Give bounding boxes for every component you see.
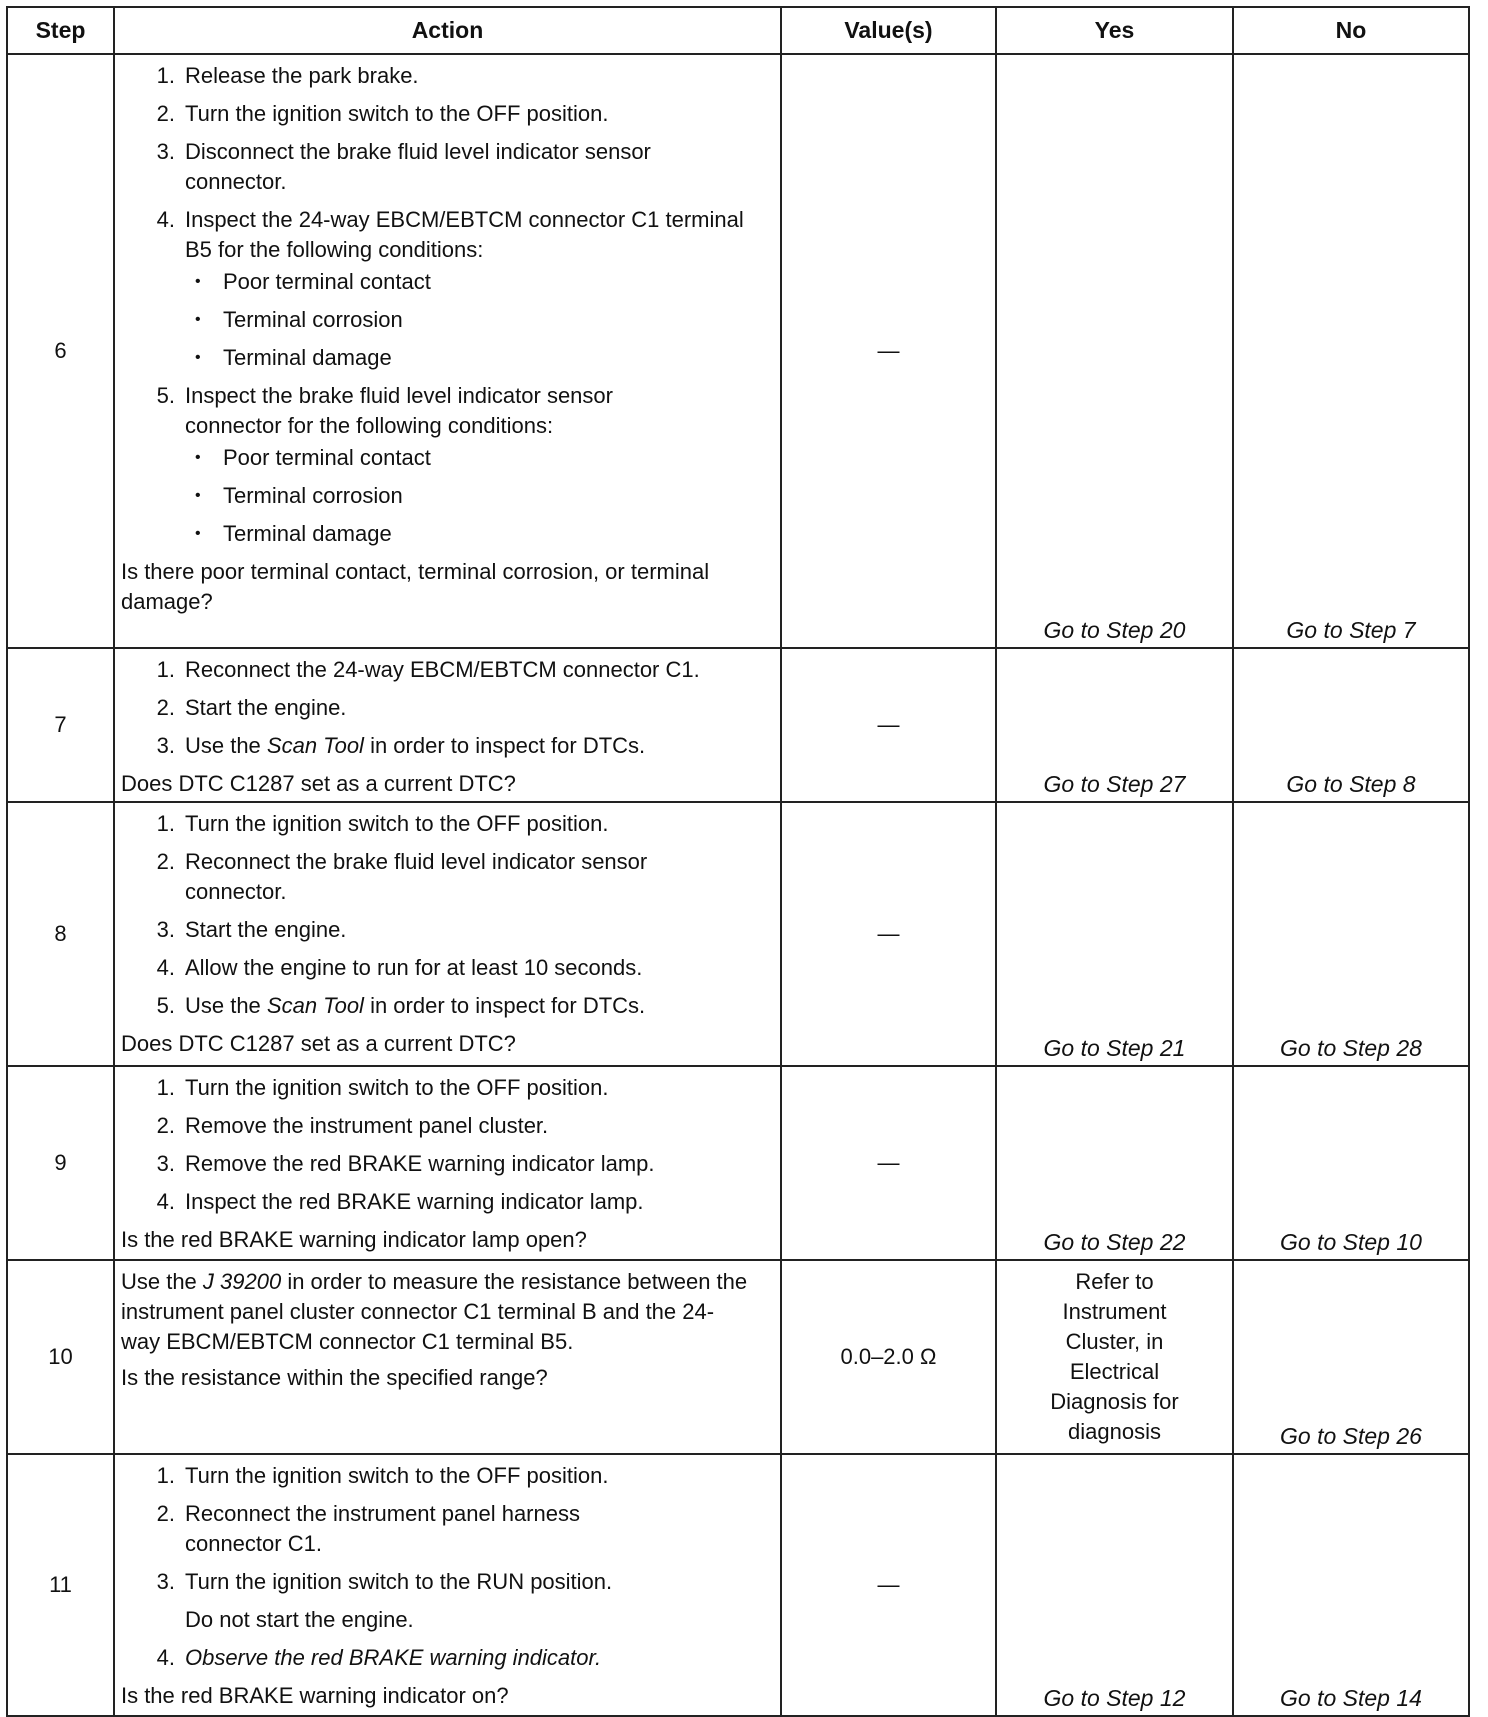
action-question: Is the red BRAKE warning indicator lamp open? — [120, 1227, 587, 1252]
no-cell — [1233, 54, 1469, 648]
value-cell: — — [781, 1454, 996, 1716]
no-goto-link[interactable]: Go to Step 26 — [1280, 1423, 1422, 1449]
action-item: 2. Remove the instrument panel cluster. — [156, 1113, 549, 1138]
action-item: 2. Reconnect the instrument panel harness connector C1. — [156, 1501, 580, 1556]
no-cell — [1233, 802, 1469, 1066]
no-goto-link[interactable]: Go to Step 28 — [1280, 1035, 1422, 1061]
condition-bullet: • Terminal corrosion — [219, 305, 754, 335]
action-item: 3. Remove the red BRAKE warning indicator lamp. — [156, 1151, 655, 1176]
action-paragraph: Use the J 39200 in order to measure the resistance between the instrument panel cluster connector C1 terminal B and the 24-way EBCM/EBTCM connector C1 terminal B5. — [120, 1269, 748, 1354]
yes-cell — [996, 1454, 1233, 1716]
step-number: 7 — [7, 648, 114, 802]
action-item: 3. Use the Scan Tool in order to inspect for DTCs. — [156, 733, 646, 758]
action-question: Is there poor terminal contact, terminal corrosion, or terminal damage? — [120, 559, 710, 614]
action-item: 1. Turn the ignition switch to the OFF position. — [156, 811, 609, 836]
action-item: 2. Start the engine. — [156, 695, 347, 720]
header-step: Step — [7, 7, 114, 54]
action-cell — [114, 1066, 781, 1260]
table-row-step-6 — [7, 54, 1469, 648]
action-item: 3. Turn the ignition switch to the RUN position. Do not start the engine. — [156, 1569, 613, 1632]
header-no: No — [1233, 7, 1469, 54]
table-row-step-7 — [7, 648, 1469, 802]
action-question: Is the resistance within the specified range? — [120, 1365, 548, 1390]
action-item: 4. Inspect the red BRAKE warning indicator lamp. — [156, 1189, 644, 1214]
action-item: 1. Turn the ignition switch to the OFF position. — [156, 1463, 609, 1488]
action-item: 1. Reconnect the 24-way EBCM/EBTCM connector C1. — [156, 657, 700, 682]
action-item: 4. Inspect the 24-way EBCM/EBTCM connector C1 terminal B5 for the following conditions: • Poor terminal contact • Terminal corrosion • Terminal damage — [179, 205, 774, 373]
diagnostic-table — [6, 6, 1470, 1717]
step-number: 9 — [7, 1066, 114, 1260]
no-goto-link[interactable]: Go to Step 7 — [1286, 617, 1416, 643]
action-item: 4. Allow the engine to run for at least 10 seconds. — [156, 955, 643, 980]
condition-bullet: • Terminal damage — [219, 343, 754, 373]
action-item: 1. Turn the ignition switch to the OFF position. — [156, 1075, 609, 1100]
condition-bullet: • Poor terminal contact — [219, 443, 714, 473]
no-goto-link[interactable]: Go to Step 14 — [1280, 1685, 1422, 1711]
action-item: 5. Inspect the brake fluid level indicator sensor connector for the following conditions: • Poor terminal contact • Terminal corrosion • Terminal damage — [179, 381, 774, 549]
no-cell — [1233, 648, 1469, 802]
action-cell — [114, 54, 781, 648]
action-cell — [114, 648, 781, 802]
table-row-step-8 — [7, 802, 1469, 1066]
header-action: Action — [114, 7, 781, 54]
yes-goto-link[interactable]: Go to Step 22 — [1043, 1229, 1186, 1255]
header-values: Value(s) — [781, 7, 996, 54]
condition-bullet: • Terminal corrosion — [219, 481, 714, 511]
yes-cell — [996, 1260, 1233, 1454]
header-row — [7, 7, 1469, 54]
yes-goto-link[interactable]: Go to Step 12 — [1043, 1685, 1186, 1711]
action-cell — [114, 1260, 781, 1454]
yes-goto-link[interactable]: Go to Step 27 — [1043, 771, 1186, 797]
table-row-step-11 — [7, 1454, 1469, 1716]
no-goto-link[interactable]: Go to Step 10 — [1280, 1229, 1422, 1255]
yes-cell — [996, 648, 1233, 802]
value-cell: — — [781, 1066, 996, 1260]
condition-bullet: • Terminal damage — [219, 519, 714, 549]
action-item: 2. Turn the ignition switch to the OFF position. — [156, 101, 609, 126]
step-number: 6 — [7, 54, 114, 648]
value-cell: — — [781, 802, 996, 1066]
step-number: 11 — [7, 1454, 114, 1716]
yes-goto-link[interactable]: Go to Step 21 — [1043, 1035, 1186, 1061]
yes-cell — [996, 802, 1233, 1066]
no-goto-link[interactable]: Go to Step 8 — [1286, 771, 1416, 797]
action-item: 4. Observe the red BRAKE warning indicator. — [156, 1645, 602, 1670]
yes-cell — [996, 1066, 1233, 1260]
action-item: 3. Start the engine. — [156, 917, 347, 942]
step-number: 8 — [7, 802, 114, 1066]
yes-cell — [996, 54, 1233, 648]
table-row-step-10 — [7, 1260, 1469, 1454]
action-cell — [114, 802, 781, 1066]
no-cell — [1233, 1066, 1469, 1260]
action-item: 1. Release the park brake. — [156, 63, 419, 88]
value-cell: — — [781, 54, 996, 648]
step-number: 10 — [7, 1260, 114, 1454]
action-question: Is the red BRAKE warning indicator on? — [120, 1683, 509, 1708]
value-cell: 0.0–2.0 Ω — [781, 1260, 996, 1454]
yes-refer-note: Refer to Instrument Cluster, in Electrical Diagnosis for diagnosis — [1050, 1269, 1179, 1444]
action-question: Does DTC C1287 set as a current DTC? — [120, 771, 516, 796]
yes-goto-link[interactable]: Go to Step 20 — [1043, 617, 1186, 643]
action-cell — [114, 1454, 781, 1716]
action-item: 3. Disconnect the brake fluid level indicator sensor connector. — [156, 139, 651, 194]
no-cell — [1233, 1454, 1469, 1716]
table-row-step-9 — [7, 1066, 1469, 1260]
action-item: 2. Reconnect the brake fluid level indicator sensor connector. — [156, 849, 648, 904]
action-item: 5. Use the Scan Tool in order to inspect for DTCs. — [156, 993, 646, 1018]
diagnostic-table-sheet — [6, 6, 1470, 1717]
action-question: Does DTC C1287 set as a current DTC? — [120, 1031, 516, 1056]
header-yes: Yes — [996, 7, 1233, 54]
value-cell: — — [781, 648, 996, 802]
no-cell — [1233, 1260, 1469, 1454]
condition-bullet: • Poor terminal contact — [219, 267, 754, 297]
